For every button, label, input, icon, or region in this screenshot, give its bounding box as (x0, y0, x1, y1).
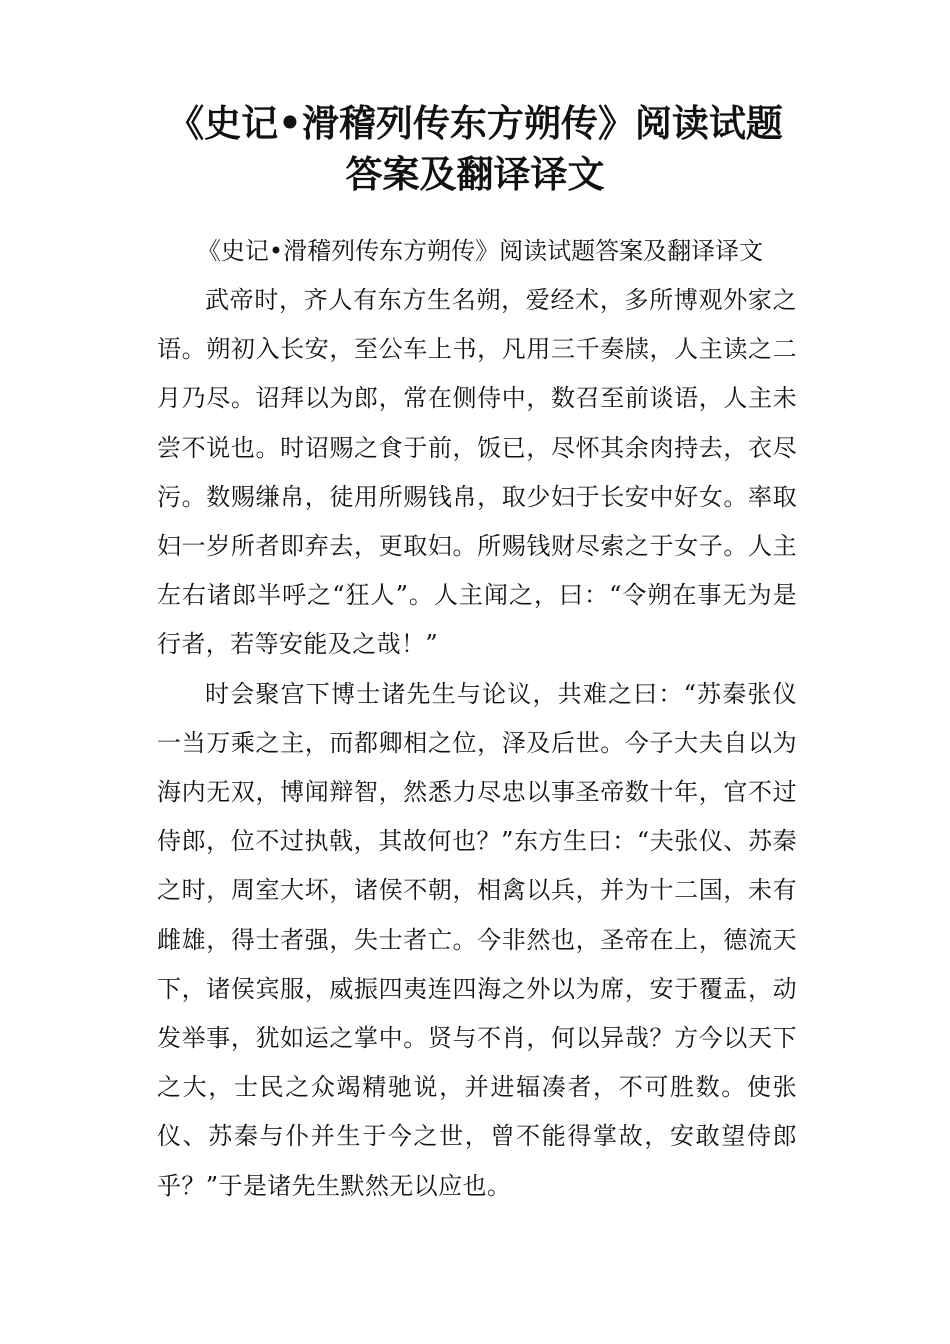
document-body (157, 276, 797, 1211)
document-title-line-2: 答案及翻译译文 (345, 153, 605, 196)
paragraph: 武帝时，齐人有东方生名朔，爱经术，多所博观外家之语。朔初入长安，至公车上书，凡用三千奏牍，人主读之二月乃尽。诏拜以为郎，常在侧侍中，数召至前谈语，人主未尝不说也。时诏赐之食于前，饭已，尽怀其余肉持去，衣尽污。数赐缣帛，徒用所赐钱帛，取少妇于长安中好女。率取妇一岁所者即弃去，更取妇。所赐钱财尽索之于女子。人主左右诸郎半呼之“狂人”。人主闻之，曰：“令朔在事无为是行者，若等安能及之哉！” (157, 286, 797, 659)
paragraph: 时会聚宫下博士诸先生与论议，共难之曰：“苏秦张仪一当万乘之主，而都卿相之位，泽及后世。今子大夫自以为海内无双，博闻辩智，然悉力尽忠以事圣帝数十年，官不过侍郎，位不过执戟，其故何也？”东方生曰：“夫张仪、苏秦之时，周室大坏，诸侯不朝，相禽以兵，并为十二国，未有雌雄，得士者强，失士者亡。今非然也，圣帝在上，德流天下，诸侯宾服，威振四夷连四海之外以为席，安于覆盂，动发举事，犹如运之掌中。贤与不肖，何以异哉？方今以天下之大，士民之众竭精驰说，并进辐凑者，不可胜数。使张仪、苏秦与仆并生于今之世，曾不能得掌故，安敢望侍郎乎？”于是诸先生默然无以应也。 (157, 679, 797, 1200)
document-title-line-1: 《史记•滑稽列传东方朔传》阅读试题 (167, 102, 783, 145)
document-subtitle: 《史记•滑稽列传东方朔传》阅读试题答案及翻译译文 (196, 237, 764, 265)
